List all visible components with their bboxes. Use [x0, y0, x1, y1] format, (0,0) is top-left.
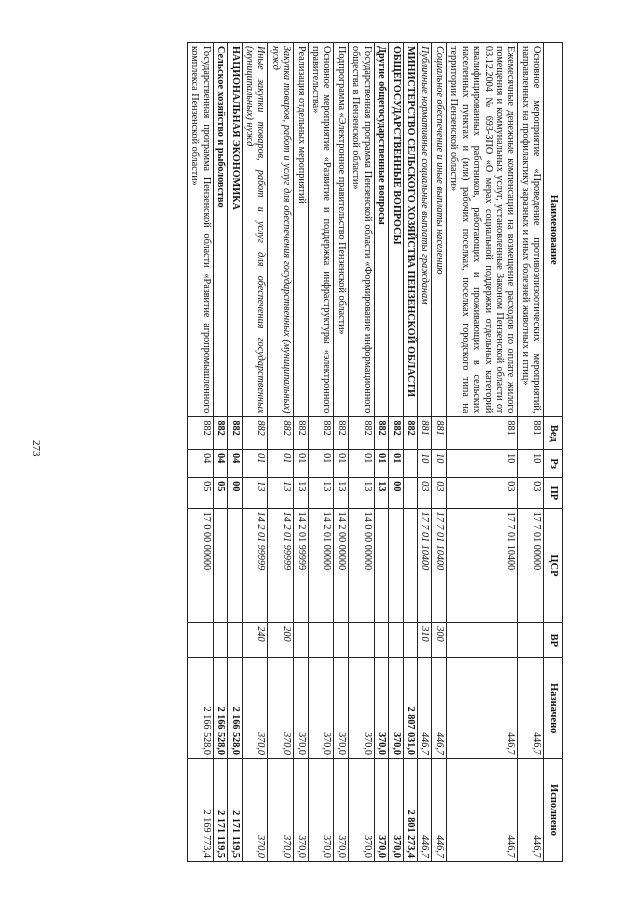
cell-rz: 04: [213, 450, 227, 478]
cell-name: НАЦИОНАЛЬНАЯ ЭКОНОМИКА: [228, 43, 242, 417]
cell-executed: 370,0: [374, 758, 388, 861]
cell-executed: 370,0: [348, 758, 374, 861]
cell-csr: 14 2 00 00000: [334, 508, 348, 623]
cell-executed: 370,0: [334, 758, 348, 861]
cell-pr: 13: [242, 478, 268, 508]
cell-assigned: 370,0: [389, 658, 403, 759]
cell-vr: [446, 623, 518, 658]
cell-ved: 882: [242, 417, 268, 450]
cell-vr: [518, 623, 544, 658]
rotated-page: [93, 42, 563, 862]
cell-rz: 01: [268, 450, 294, 478]
cell-vr: [187, 623, 213, 658]
cell-executed: 2 171 119,5: [228, 758, 242, 861]
cell-ved: 882: [403, 417, 417, 450]
cell-pr: 03: [418, 478, 432, 508]
cell-executed: 370,0: [268, 758, 294, 861]
cell-rz: 01: [242, 450, 268, 478]
table-row: [432, 43, 446, 862]
cell-assigned: 370,0: [294, 658, 308, 759]
table-body: [187, 43, 543, 862]
cell-pr: 13: [294, 478, 308, 508]
cell-pr: 03: [432, 478, 446, 508]
cell-assigned: 446,7: [446, 658, 518, 759]
cell-name: МИНИСТЕРСТВО СЕЛЬСКОГО ХОЗЯЙСТВА ПЕНЗЕНСКОЙ ОБЛАСТИ: [403, 43, 417, 417]
col-header-rz: Рз: [544, 450, 563, 478]
cell-rz: 01: [348, 450, 374, 478]
table-row: [374, 43, 388, 862]
cell-pr: 13: [334, 478, 348, 508]
cell-ved: 882: [294, 417, 308, 450]
cell-assigned: 2 166 528,0: [213, 658, 227, 759]
cell-csr: [374, 508, 388, 623]
cell-assigned: 370,0: [334, 658, 348, 759]
cell-name: Публичные нормативные социальные выплаты гражданам: [418, 43, 432, 417]
table-row: [268, 43, 294, 862]
cell-assigned: 370,0: [348, 658, 374, 759]
cell-csr: [403, 508, 417, 623]
cell-ved: 881: [432, 417, 446, 450]
cell-vr: [294, 623, 308, 658]
table-row: [403, 43, 417, 862]
table-row: [348, 43, 374, 862]
table-row: [389, 43, 403, 862]
cell-vr: [374, 623, 388, 658]
cell-name: Социальное обеспечение и иные выплаты населению: [432, 43, 446, 417]
cell-executed: 2 801 273,4: [403, 758, 417, 861]
cell-vr: 300: [432, 623, 446, 658]
cell-csr: 17 7 01 10400: [446, 508, 518, 623]
cell-csr: 14 0 00 00000: [348, 508, 374, 623]
cell-rz: 10: [432, 450, 446, 478]
table-row: [308, 43, 334, 862]
cell-name: Подпрограмма «Электронное правительство Пензенской области»: [334, 43, 348, 417]
cell-executed: 370,0: [389, 758, 403, 861]
cell-name: ОБЩЕГОСУДАРСТВЕННЫЕ ВОПРОСЫ: [389, 43, 403, 417]
cell-ved: 881: [446, 417, 518, 450]
cell-pr: 13: [374, 478, 388, 508]
cell-assigned: 370,0: [374, 658, 388, 759]
cell-rz: 01: [334, 450, 348, 478]
cell-pr: [403, 478, 417, 508]
cell-rz: 01: [389, 450, 403, 478]
table-row: [518, 43, 544, 862]
cell-ved: 882: [348, 417, 374, 450]
cell-assigned: 2 166 528,0: [187, 658, 213, 759]
cell-pr: 13: [268, 478, 294, 508]
cell-csr: 17 7 01 00000: [518, 508, 544, 623]
cell-csr: [228, 508, 242, 623]
cell-assigned: 370,0: [268, 658, 294, 759]
cell-vr: [348, 623, 374, 658]
cell-assigned: 2 166 528,0: [228, 658, 242, 759]
cell-executed: 446,7: [446, 758, 518, 861]
cell-rz: 10: [518, 450, 544, 478]
cell-name: Иные закупки товаров, работ и услуг для обеспечения государственных (муниципальных) нужд: [242, 43, 268, 417]
cell-pr: 03: [518, 478, 544, 508]
cell-assigned: 370,0: [308, 658, 334, 759]
cell-pr: 05: [213, 478, 227, 508]
cell-csr: 17 0 00 00000: [187, 508, 213, 623]
cell-rz: 10: [446, 450, 518, 478]
cell-pr: 05: [187, 478, 213, 508]
cell-vr: 200: [268, 623, 294, 658]
cell-name: Ежемесячные денежные компенсации на возмещение расходов по оплате жилого помещения и коммунальных услуг, установленные Законом Пензенской области от 03.12.2004 № 693-ЗПО «О мерах социальной поддержки отдельных категорий квалифицированных работников, работающих и проживающих в сельских населенных пунктах и (или) рабочих поселках, поселках городского типа на территории Пензенской области»: [446, 43, 518, 417]
cell-ved: 882: [228, 417, 242, 450]
cell-name: Государственная программа Пензенской области «Развитие агропромышленного комплекса Пензенской области»: [187, 43, 213, 417]
cell-vr: [334, 623, 348, 658]
cell-rz: 01: [308, 450, 334, 478]
cell-name: Государственная программа Пензенской области «Формирование информационного общества в Пензенской области»: [348, 43, 374, 417]
table-row: [228, 43, 242, 862]
cell-rz: 01: [374, 450, 388, 478]
cell-ved: 882: [308, 417, 334, 450]
cell-executed: 2 169 773,4: [187, 758, 213, 861]
cell-pr: 00: [228, 478, 242, 508]
cell-assigned: 2 807 031,0: [403, 658, 417, 759]
cell-executed: 446,7: [518, 758, 544, 861]
cell-pr: 00: [389, 478, 403, 508]
cell-csr: 14 2 01 99999: [294, 508, 308, 623]
cell-pr: 13: [348, 478, 374, 508]
col-header-assigned: Назначено: [544, 658, 563, 759]
cell-vr: [403, 623, 417, 658]
cell-rz: 01: [294, 450, 308, 478]
cell-assigned: 446,7: [432, 658, 446, 759]
cell-executed: 2 171 119,5: [213, 758, 227, 861]
page-number-text: 273: [30, 440, 42, 457]
cell-name: Основное мероприятие «Проведение противоэпизоотических мероприятий, направленных на профилактику заразных и иных болезней животных и птиц»: [518, 43, 544, 417]
cell-executed: 370,0: [308, 758, 334, 861]
cell-ved: 881: [418, 417, 432, 450]
cell-ved: 882: [213, 417, 227, 450]
cell-name: Реализация отдельных мероприятий: [294, 43, 308, 417]
cell-rz: 04: [228, 450, 242, 478]
col-header-csr: ЦСР: [544, 508, 563, 623]
cell-vr: [308, 623, 334, 658]
cell-ved: 882: [334, 417, 348, 450]
cell-vr: [213, 623, 227, 658]
cell-executed: 370,0: [242, 758, 268, 861]
cell-ved: 882: [389, 417, 403, 450]
col-header-pr: ПР: [544, 478, 563, 508]
cell-rz: 04: [187, 450, 213, 478]
cell-ved: 882: [187, 417, 213, 450]
table-row: [242, 43, 268, 862]
cell-executed: 446,7: [418, 758, 432, 861]
cell-assigned: 446,7: [418, 658, 432, 759]
cell-name: Сельское хозяйство и рыболовство: [213, 43, 227, 417]
cell-assigned: 370,0: [242, 658, 268, 759]
cell-rz: [403, 450, 417, 478]
page-number: [30, 440, 59, 457]
cell-csr: 14 2 01 00000: [308, 508, 334, 623]
cell-vr: 310: [418, 623, 432, 658]
cell-rz: 10: [418, 450, 432, 478]
table-row: [187, 43, 213, 862]
table-row: [294, 43, 308, 862]
budget-table: [187, 42, 563, 862]
cell-csr: 14 2 01 99999: [242, 508, 268, 623]
col-header-ved: Вед: [544, 417, 563, 450]
table-row: [418, 43, 432, 862]
cell-pr: 13: [308, 478, 334, 508]
table-row: [213, 43, 227, 862]
cell-vr: 240: [242, 623, 268, 658]
cell-ved: 881: [518, 417, 544, 450]
col-header-vr: ВР: [544, 623, 563, 658]
cell-ved: 882: [374, 417, 388, 450]
cell-assigned: 446,7: [518, 658, 544, 759]
cell-name: Основное мероприятие «Развитие и поддержка инфраструктуры «электронного правительства»: [308, 43, 334, 417]
cell-executed: 370,0: [294, 758, 308, 861]
col-header-executed: Исполнено: [544, 758, 563, 861]
cell-name: Закупка товаров, работ и услуг для обеспечения государственных (муниципальных) нужд: [268, 43, 294, 417]
cell-csr: 17 7 01 10400: [418, 508, 432, 623]
col-header-name: Наименование: [544, 43, 563, 417]
cell-name: Другие общегосударственные вопросы: [374, 43, 388, 417]
table-row: [334, 43, 348, 862]
cell-csr: [213, 508, 227, 623]
cell-csr: 14 2 01 99999: [268, 508, 294, 623]
cell-vr: [228, 623, 242, 658]
table-header-row: [544, 43, 563, 862]
cell-vr: [389, 623, 403, 658]
cell-pr: 03: [446, 478, 518, 508]
table-row: [446, 43, 518, 862]
cell-executed: 446,7: [432, 758, 446, 861]
cell-csr: [389, 508, 403, 623]
cell-ved: 882: [268, 417, 294, 450]
cell-csr: 17 7 01 10400: [432, 508, 446, 623]
